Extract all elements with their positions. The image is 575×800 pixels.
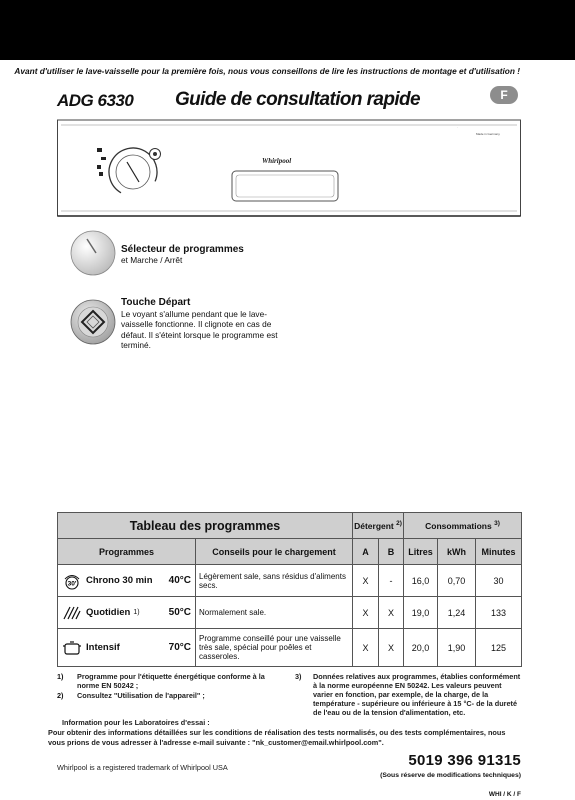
language-badge: F (490, 86, 518, 104)
lab-info-heading: Information pour les Laboratoires d'essai : (62, 718, 210, 727)
litres-value: 19,0 (404, 597, 438, 629)
programme-temp: 70°C (168, 642, 191, 653)
col-minutes: Minutes (476, 539, 522, 565)
col-kwh: kWh (438, 539, 476, 565)
lab-info (48, 718, 522, 748)
footnote-3-number: 3) (295, 672, 302, 681)
page-title: Guide de consultation rapide (175, 89, 421, 110)
panel-brand-logo: Whirlpool (262, 157, 292, 165)
detergent-header: Détergent $^{2)}$ (353, 513, 404, 539)
program-selector-text: et Marche / Arrêt (121, 255, 183, 265)
chrono-30-icon (62, 572, 82, 590)
program-selector-knob-icon (69, 229, 117, 277)
programme-name: Quotidien (86, 607, 131, 618)
footnote-2-number: 2) (57, 691, 64, 700)
programme-table (57, 512, 522, 667)
minutes-value: 125 (476, 629, 522, 667)
footnote-1-number: 1) (57, 672, 64, 681)
detergent-a: X (353, 597, 379, 629)
minutes-value: 133 (476, 597, 522, 629)
programme-advice: Normalement sale. (196, 597, 353, 629)
programme-temp: 40°C (168, 575, 191, 586)
footnote-1: Programme pour l'étiquette énergétique conforme à la norme EN 50242 ; (77, 672, 265, 690)
col-a: A (353, 539, 379, 565)
lab-info-text: Pour obtenir des informations détaillées sur les conditions de réalisation des tests normalisés, ou des tests complémentaires, nous vous prions de vous adresser à l'adresse e-mail suivante : "nk_customer@email.whirlpool.com". (48, 728, 506, 747)
programme-temp: 50°C (168, 607, 191, 618)
pot-icon (62, 639, 82, 657)
svg-text:30': 30' (67, 580, 77, 587)
footnote-2: Consultez "Utilisation de l'appareil" ; (77, 691, 205, 700)
start-button-icon (69, 297, 117, 347)
detergent-b: X (379, 629, 404, 667)
col-litres: Litres (404, 539, 438, 565)
detergent-a: X (353, 565, 379, 597)
programme-name: Intensif (86, 642, 120, 653)
panel-made-in: Made in Germany (476, 132, 500, 136)
kwh-value: 1,24 (438, 597, 476, 629)
table-row (58, 629, 522, 667)
kwh-value: 0,70 (438, 565, 476, 597)
top-black-bar (0, 0, 575, 60)
col-conseils: Conseils pour le chargement (196, 539, 353, 565)
footer-code: WHI / K / F (488, 791, 521, 798)
document-code: 5019 396 91315 (408, 752, 521, 769)
control-panel-illustration (57, 116, 521, 222)
table-row (58, 597, 522, 629)
col-programmes: Programmes (58, 539, 196, 565)
detergent-a: X (353, 629, 379, 667)
minutes-value: 30 (476, 565, 522, 597)
table-row (58, 565, 522, 597)
programme-advice: Programme conseillé pour une vaisselle très sale, spécial pour poêles et casseroles. (196, 629, 353, 667)
start-button-text: Le voyant s'allume pendant que le lave-vaisselle fonctionne. Il clignote en cas de défaut. Il s'éteint lorsque le programme est terminé. (121, 309, 278, 351)
detergent-b: - (379, 565, 404, 597)
litres-value: 20,0 (404, 629, 438, 667)
svg-text:.: . (457, 125, 458, 129)
model-number: ADG 6330 (57, 91, 134, 110)
footnote-3: Données relatives aux programmes, établies conformément à la norme européenne EN 50242. Les valeurs peuvent varier en fonction, par exemple, de la charge, de la température - supérieure ou inférieure à 15 °C- de la dureté de l'eau ou de la tension d'alimentation, etc. (313, 672, 521, 717)
intro-notice: Avant d'utiliser le lave-vaisselle pour la première fois, nous vous conseillons de lire les instructions de montage et d'utilisation ! (14, 66, 520, 76)
kwh-value: 1,90 (438, 629, 476, 667)
consumption-header: Consommations $^{3)}$ (404, 513, 522, 539)
programme-name: Chrono 30 min (86, 575, 153, 586)
table-title: Tableau des programmes (58, 513, 353, 539)
detergent-b: X (379, 597, 404, 629)
start-button-title: Touche Départ (121, 297, 191, 308)
litres-value: 16,0 (404, 565, 438, 597)
program-selector-title: Sélecteur de programmes (121, 244, 244, 255)
technical-reserve-note: (Sous réserve de modifications techniques) (380, 772, 521, 779)
programme-advice: Légèrement sale, sans résidus d'aliments secs. (196, 565, 353, 597)
glasses-icon (62, 604, 82, 622)
trademark-note: Whirlpool is a registered trademark of Whirlpool USA (57, 763, 228, 772)
programme-note: 1) (133, 609, 140, 616)
col-b: B (379, 539, 404, 565)
